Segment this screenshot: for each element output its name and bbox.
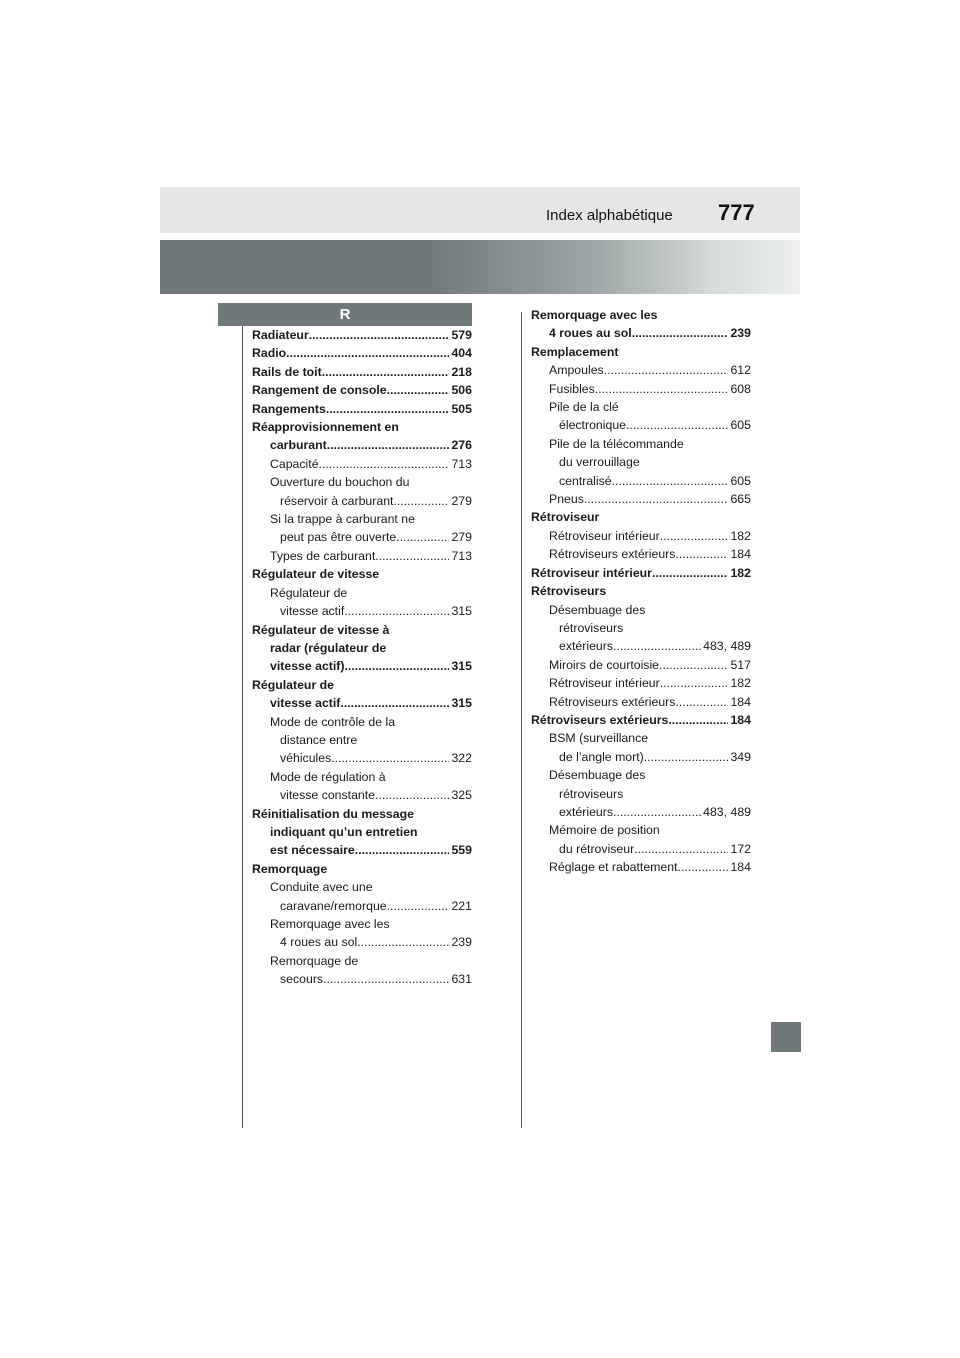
index-entry-text: Fusibles [549, 381, 595, 396]
index-entry [252, 381, 472, 399]
index-entry [252, 565, 472, 583]
index-entry-text: Remorquage de [270, 953, 359, 968]
index-entry [252, 602, 472, 620]
index-entry [531, 656, 751, 674]
index-leader-dots [668, 711, 728, 729]
index-page-ref: 483, 489 [703, 804, 751, 819]
index-entry [531, 748, 751, 766]
index-page-ref: 279 [451, 530, 472, 545]
index-leader-dots [378, 786, 449, 804]
index-page-ref: 631 [451, 972, 472, 987]
index-leader-dots [634, 840, 728, 858]
index-entry-text: vitesse actif) [270, 659, 345, 674]
index-entry-text: centralisé [559, 473, 612, 488]
index-entry [252, 657, 472, 675]
index-entry-text: Remplacement [531, 344, 619, 359]
index-entry-text: Rétroviseur intérieur [549, 528, 660, 543]
index-entry [531, 803, 751, 821]
index-page-ref: 325 [451, 788, 472, 803]
index-leader-dots [652, 564, 729, 582]
index-entry-text: Réapprovisionnement en [252, 420, 399, 435]
index-entry [531, 545, 751, 563]
column-divider-right [521, 312, 522, 1128]
page-number: 777 [718, 200, 755, 225]
index-page-ref: 517 [730, 657, 751, 672]
index-leader-dots [322, 455, 450, 473]
index-leader-dots [632, 324, 729, 342]
index-page-ref: 182 [730, 676, 751, 691]
index-entry-text: extérieurs [559, 804, 613, 819]
index-entry [531, 490, 751, 508]
index-leader-dots [595, 380, 729, 398]
index-page-ref: 322 [451, 751, 472, 766]
index-entry-text: secours [280, 972, 324, 987]
index-entry [531, 324, 751, 342]
index-page-ref: 713 [451, 548, 472, 563]
index-entry [252, 639, 472, 657]
index-entry-text: Miroirs de courtoisie [549, 657, 660, 672]
index-entry-text: électronique. [559, 418, 630, 433]
index-entry-text: Régulateur de vitesse à [252, 622, 390, 637]
index-entry [252, 768, 472, 786]
index-page-ref: 239 [730, 326, 751, 341]
index-leader-dots [326, 400, 450, 418]
index-entry-text: indiquant qu’un entretien [270, 824, 418, 839]
index-entry [531, 343, 751, 361]
index-entry-text: Régulateur de vitesse [252, 567, 380, 582]
index-page-ref: 315 [451, 604, 472, 619]
index-page-ref: 172 [730, 841, 751, 856]
index-entry [531, 508, 751, 526]
index-page-ref: 184 [730, 860, 751, 875]
index-entry-text: vitesse actif. [280, 604, 348, 619]
index-entry-text: BSM (surveillance [549, 731, 649, 746]
index-leader-dots [584, 490, 729, 508]
index-entry [252, 805, 472, 823]
index-entry [252, 713, 472, 731]
index-leader-dots [355, 841, 450, 859]
index-entry [252, 455, 472, 473]
index-entry [252, 473, 472, 491]
index-page-ref: 279 [451, 493, 472, 508]
index-entry [252, 915, 472, 933]
index-entry-text: Rétroviseurs extérieurs [531, 712, 669, 727]
index-leader-dots [678, 858, 729, 876]
index-entry [252, 676, 472, 694]
index-entry [252, 547, 472, 565]
index-entry-text: radar (régulateur de [270, 640, 387, 655]
index-entry-text: Mode de contrôle de la [270, 714, 396, 729]
index-leader-dots [345, 657, 450, 675]
index-entry [531, 729, 751, 747]
index-entry [252, 418, 472, 436]
index-leader-dots [660, 527, 729, 545]
index-entry [531, 693, 751, 711]
index-entry-text: Rétroviseurs extérieurs. [549, 694, 679, 709]
index-entry-text: Régulateur de [252, 677, 334, 692]
index-entry-text: Remorquage avec les [270, 917, 390, 931]
index-page-ref: 713 [451, 456, 472, 471]
index-entry [252, 823, 472, 841]
index-leader-dots [331, 749, 449, 767]
index-entry-text: Pile de la télécommande [549, 436, 684, 451]
index-page-ref: 184 [730, 694, 751, 709]
index-entry [531, 619, 751, 637]
index-page-ref: 239 [451, 935, 472, 950]
index-entry-text: carburant. [270, 438, 331, 453]
section-banner [160, 240, 800, 294]
index-leader-dots [629, 416, 728, 434]
index-entry-text: de l’angle mort) [559, 749, 644, 764]
index-entry-text: est nécessaire [270, 843, 355, 858]
index-page-ref: 182 [730, 565, 751, 580]
index-entry-text: Rétroviseur [531, 510, 600, 525]
index-page-ref: 605 [730, 473, 751, 488]
index-entry [252, 528, 472, 546]
index-entry [252, 731, 472, 749]
index-entry-text: distance entre [280, 732, 358, 747]
page-title: Index alphabétique [546, 207, 673, 224]
index-leader-dots [607, 361, 728, 379]
index-column-left [252, 326, 472, 989]
index-entry [531, 472, 751, 490]
section-letter: R [218, 303, 472, 326]
index-entry [252, 749, 472, 767]
index-entry [252, 841, 472, 859]
index-entry [531, 416, 751, 434]
index-page-ref: 579 [451, 328, 472, 342]
index-entry-text: Radio. [252, 346, 290, 361]
index-entry [252, 400, 472, 418]
index-entry-text: réservoir à carburant [280, 493, 394, 508]
index-page-ref: 315 [451, 696, 472, 711]
index-page-ref: 221 [451, 898, 472, 913]
index-leader-dots [322, 363, 450, 381]
index-entry [531, 398, 751, 416]
section-side-tab [771, 1022, 801, 1052]
index-entry-text: rétroviseurs [559, 786, 624, 801]
index-entry [252, 860, 472, 878]
index-entry-text: Désembuage des [549, 602, 646, 617]
index-page-ref: 505 [451, 401, 472, 416]
index-entry [531, 858, 751, 876]
index-entry-text: 4 roues au sol [549, 326, 632, 341]
index-entry [252, 694, 472, 712]
index-page-ref: 665 [730, 492, 751, 507]
index-entry [531, 582, 751, 600]
index-leader-dots [393, 492, 449, 510]
index-entry-text: Rétroviseurs extérieurs. [549, 547, 679, 562]
index-entry [531, 821, 751, 839]
index-entry-text: Ouverture du bouchon du [270, 475, 410, 490]
index-entry [252, 510, 472, 528]
index-entry [252, 878, 472, 896]
index-leader-dots [613, 803, 701, 821]
index-leader-dots [348, 602, 450, 620]
index-entry [252, 952, 472, 970]
index-page-ref: 404 [451, 346, 472, 361]
index-entry-text: Conduite avec une [270, 880, 373, 895]
index-entry [531, 306, 751, 324]
index-entry [531, 601, 751, 619]
index-entry-text: vitesse actif. [270, 696, 344, 711]
index-entry [531, 361, 751, 379]
index-entry [252, 584, 472, 602]
index-leader-dots [387, 381, 450, 399]
index-entry-text: Rangement de console [252, 383, 387, 398]
index-page-ref: 506 [451, 383, 472, 398]
index-leader-dots [290, 344, 450, 362]
index-entry [252, 326, 472, 344]
index-entry [531, 766, 751, 784]
index-entry [252, 786, 472, 804]
index-entry [252, 436, 472, 454]
index-entry-text: Rétroviseurs [531, 584, 607, 599]
index-entry [531, 637, 751, 655]
index-leader-dots [679, 545, 729, 563]
index-entry-text: Rangements [252, 401, 326, 416]
index-entry-text: peut pas être ouverte [280, 530, 397, 545]
index-entry-text: Pneus [549, 492, 584, 507]
index-entry-text: Radiateur [252, 328, 309, 342]
index-entry [531, 527, 751, 545]
index-entry-text: rétroviseurs [559, 620, 624, 635]
index-entry-text: Remorquage avec les [531, 308, 658, 322]
index-entry [531, 711, 751, 729]
index-page-ref: 612 [730, 363, 751, 378]
index-entry-text: Rails de toit [252, 364, 322, 379]
index-entry [531, 840, 751, 858]
index-entry [531, 674, 751, 692]
index-entry [531, 564, 751, 582]
index-page-ref: 349 [730, 749, 751, 764]
index-leader-dots [375, 547, 449, 565]
index-entry [252, 970, 472, 988]
index-entry [252, 492, 472, 510]
index-leader-dots [612, 472, 729, 490]
index-entry [531, 435, 751, 453]
index-page-ref: 483, 489 [703, 639, 751, 654]
index-leader-dots [644, 748, 729, 766]
index-page-ref: 276 [451, 438, 472, 453]
header-band [160, 187, 800, 233]
index-entry-text: du verrouillage [559, 455, 640, 470]
index-entry-text: véhicules [280, 751, 332, 766]
index-page-ref: 218 [451, 364, 472, 379]
column-divider-left [242, 326, 243, 1128]
index-page-ref: 608 [730, 381, 751, 396]
index-entry-text: Pile de la clé [549, 400, 619, 415]
index-entry [252, 363, 472, 381]
index-entry-text: Mémoire de position [549, 823, 660, 838]
index-entry-text: Régulateur de [270, 585, 348, 600]
index-entry-text: Désembuage des [549, 768, 646, 783]
index-page-ref: 182 [730, 528, 751, 543]
index-entry [531, 453, 751, 471]
index-leader-dots [330, 436, 449, 454]
index-entry-text: du rétroviseur [559, 841, 635, 856]
index-entry-text: Mode de régulation à [270, 769, 386, 784]
index-entry [252, 621, 472, 639]
index-entry-text: extérieurs [559, 639, 613, 654]
index-entry [252, 344, 472, 362]
index-page-ref: 559 [451, 843, 472, 858]
index-leader-dots [357, 933, 449, 951]
index-leader-dots [387, 897, 450, 915]
index-page-ref: 315 [451, 659, 472, 674]
index-leader-dots [396, 528, 449, 546]
index-entry-text: Types de carburant [270, 548, 376, 563]
index-leader-dots [309, 326, 450, 344]
index-entry-text: Capacité. [270, 456, 322, 471]
index-entry-text: Rétroviseur intérieur [531, 565, 652, 580]
index-entry-text: 4 roues au sol [280, 935, 358, 950]
index-leader-dots [659, 656, 728, 674]
index-entry-text: Rétroviseur intérieur [549, 676, 660, 691]
index-leader-dots [679, 693, 729, 711]
index-entry-text: vitesse constante. [280, 788, 379, 803]
index-entry-text: Ampoules. [549, 363, 608, 378]
index-leader-dots [344, 694, 450, 712]
index-entry-text: Si la trappe à carburant ne [270, 512, 415, 527]
index-leader-dots [613, 637, 701, 655]
index-entry-text: Remorquage [252, 861, 328, 876]
index-entry-text: Réglage et rabattement [549, 860, 678, 875]
index-entry [531, 380, 751, 398]
index-page-ref: 605 [730, 418, 751, 433]
index-column-right [531, 306, 751, 877]
index-entry-text: Réinitialisation du message [252, 806, 414, 821]
index-entry [252, 933, 472, 951]
index-entry-text: caravane/remorque [280, 898, 387, 913]
index-page-ref: 184 [730, 547, 751, 562]
index-page-ref: 184 [730, 712, 751, 727]
index-leader-dots [323, 970, 449, 988]
index-leader-dots [660, 674, 729, 692]
index-entry [531, 785, 751, 803]
index-entry [252, 897, 472, 915]
